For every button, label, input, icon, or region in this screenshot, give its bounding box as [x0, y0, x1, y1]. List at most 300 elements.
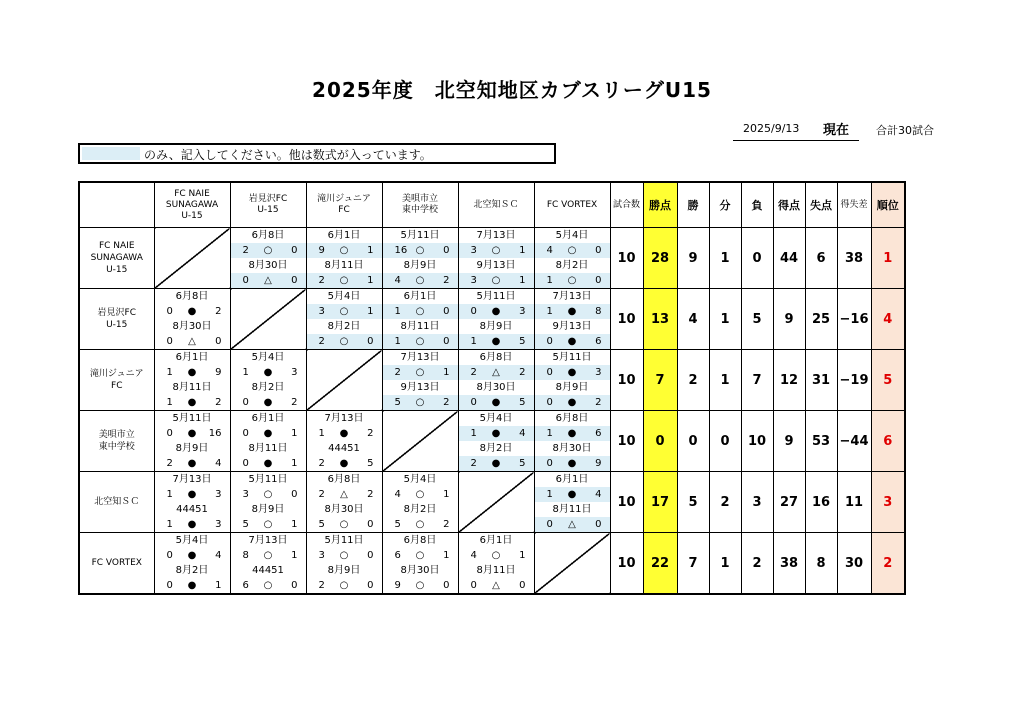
- match-lines: [231, 350, 306, 410]
- match-date-text: 8月30日: [476, 382, 516, 393]
- score-home: 2: [166, 458, 173, 469]
- score-home: 3: [470, 275, 477, 286]
- result-mark: △: [264, 275, 272, 286]
- stat-gf: 44: [773, 228, 805, 289]
- result-mark: ○: [263, 489, 273, 500]
- stat-gf: 9: [773, 289, 805, 350]
- score-line: [307, 517, 382, 532]
- match-lines: [231, 411, 306, 471]
- score-home: 2: [318, 489, 325, 500]
- score-away: 4: [519, 428, 526, 439]
- result-mark: △: [568, 519, 576, 530]
- result-mark: ●: [567, 397, 577, 408]
- score-input[interactable]: [383, 304, 458, 319]
- team-name: 北空知ＳＣ: [79, 472, 154, 533]
- result-mark: ○: [415, 336, 425, 347]
- result-mark: ○: [263, 245, 273, 256]
- score-home: 0: [166, 428, 173, 439]
- match-lines: [535, 289, 610, 349]
- page-title: 2025年度 北空知地区カブスリーグU15: [312, 78, 712, 102]
- result-mark: ●: [263, 428, 273, 439]
- result-mark: ○: [339, 306, 349, 317]
- stat-gd: 38: [837, 228, 871, 289]
- score-away: 0: [367, 580, 374, 591]
- score-line: [155, 426, 230, 441]
- stat-win: 4: [677, 289, 709, 350]
- header-gf: 得点: [773, 182, 805, 228]
- score-home: 1: [546, 275, 553, 286]
- score-away: 2: [443, 397, 450, 408]
- score-line: [155, 304, 230, 319]
- score-home: 1: [166, 519, 173, 530]
- stat-gd: −44: [837, 411, 871, 472]
- result-mark: ●: [187, 428, 197, 439]
- match-date: [383, 533, 458, 548]
- score-away: 0: [595, 519, 602, 530]
- score-input[interactable]: [307, 304, 382, 319]
- score-input[interactable]: [459, 395, 534, 410]
- result-mark: ●: [187, 580, 197, 591]
- score-away: 0: [443, 580, 450, 591]
- score-line: [459, 548, 534, 563]
- score-home: 2: [318, 336, 325, 347]
- match-cell: [382, 350, 458, 411]
- score-input[interactable]: [383, 334, 458, 349]
- score-away: 1: [291, 519, 298, 530]
- stat-rank: 2: [871, 533, 905, 595]
- stat-ga: 25: [805, 289, 837, 350]
- score-away: 0: [291, 489, 298, 500]
- stat-loss: 5: [741, 289, 773, 350]
- score-away: 6: [595, 336, 602, 347]
- match-date-text: 8月11日: [248, 443, 288, 454]
- score-home: 2: [318, 458, 325, 469]
- score-away: 3: [519, 306, 526, 317]
- match-date: [155, 533, 230, 548]
- score-input[interactable]: [383, 273, 458, 288]
- score-away: 1: [519, 275, 526, 286]
- score-input[interactable]: [307, 243, 382, 258]
- match-date-text: 8月2日: [403, 504, 437, 515]
- result-mark: ●: [567, 336, 577, 347]
- match-date: [155, 472, 230, 487]
- score-away: 1: [367, 306, 374, 317]
- score-input[interactable]: [535, 517, 610, 532]
- score-away: 16: [208, 428, 222, 439]
- stat-draw: 0: [709, 411, 741, 472]
- match-cell: [382, 289, 458, 350]
- score-input[interactable]: [459, 304, 534, 319]
- score-line: [155, 395, 230, 410]
- match-date: [459, 563, 534, 578]
- match-cell: [230, 228, 306, 289]
- match-lines: [307, 289, 382, 349]
- result-mark: ○: [339, 245, 349, 256]
- match-cell: [154, 411, 230, 472]
- match-date: [307, 319, 382, 334]
- match-date-text: 8月2日: [175, 565, 209, 576]
- score-home: 2: [470, 458, 477, 469]
- score-home: 5: [318, 519, 325, 530]
- score-line: [155, 365, 230, 380]
- match-date: [535, 502, 610, 517]
- match-date: [155, 289, 230, 304]
- score-away: 1: [443, 489, 450, 500]
- score-away: 1: [367, 275, 374, 286]
- stat-win: 0: [677, 411, 709, 472]
- match-date-text: 5月11日: [324, 535, 364, 546]
- score-input[interactable]: [535, 243, 610, 258]
- score-home: 9: [318, 245, 325, 256]
- match-cell: [534, 472, 610, 533]
- score-away: 2: [443, 275, 450, 286]
- result-mark: ○: [491, 245, 501, 256]
- stat-win: 2: [677, 350, 709, 411]
- score-away: 0: [519, 580, 526, 591]
- score-input[interactable]: [535, 334, 610, 349]
- stat-gd: 11: [837, 472, 871, 533]
- match-date-text: 6月8日: [251, 230, 285, 241]
- result-mark: ●: [491, 336, 501, 347]
- stat-points: 17: [643, 472, 677, 533]
- score-input[interactable]: [535, 395, 610, 410]
- match-date-text: 7月13日: [476, 230, 516, 241]
- stat-ga: 6: [805, 228, 837, 289]
- stat-points: 7: [643, 350, 677, 411]
- stat-win: 9: [677, 228, 709, 289]
- score-input[interactable]: [231, 243, 306, 258]
- score-line: [231, 517, 306, 532]
- result-mark: ●: [339, 458, 349, 469]
- match-date: [155, 319, 230, 334]
- stat-points: 28: [643, 228, 677, 289]
- match-date: [231, 350, 306, 365]
- score-home: 4: [546, 245, 553, 256]
- stat-draw: 1: [709, 533, 741, 595]
- match-date: [535, 411, 610, 426]
- team-row: [79, 533, 905, 595]
- stat-draw: 2: [709, 472, 741, 533]
- result-mark: △: [492, 580, 500, 591]
- stat-loss: 7: [741, 350, 773, 411]
- match-date-text: 9月13日: [476, 260, 516, 271]
- score-input[interactable]: [535, 304, 610, 319]
- score-home: 3: [242, 489, 249, 500]
- result-mark: ○: [263, 519, 273, 530]
- match-date: [535, 228, 610, 243]
- result-mark: ●: [567, 428, 577, 439]
- result-mark: ○: [263, 550, 273, 561]
- match-cell: [154, 533, 230, 595]
- match-date-text: 7月13日: [248, 535, 288, 546]
- stat-points: 0: [643, 411, 677, 472]
- match-cell: [458, 533, 534, 595]
- score-input[interactable]: [383, 395, 458, 410]
- match-cell: [154, 350, 230, 411]
- stat-games: 10: [610, 350, 643, 411]
- match-cell: [382, 533, 458, 595]
- stat-gf: 27: [773, 472, 805, 533]
- score-input[interactable]: [231, 273, 306, 288]
- stat-win: 5: [677, 472, 709, 533]
- score-line: [231, 365, 306, 380]
- score-home: 4: [394, 275, 401, 286]
- score-line: [307, 548, 382, 563]
- score-input[interactable]: [459, 243, 534, 258]
- score-away: 4: [595, 489, 602, 500]
- score-away: 2: [367, 489, 374, 500]
- header-games: 試合数: [610, 182, 643, 228]
- score-away: 2: [291, 397, 298, 408]
- match-date-text: 8月9日: [555, 382, 589, 393]
- stat-win: 7: [677, 533, 709, 595]
- score-input[interactable]: [459, 334, 534, 349]
- match-date: [155, 563, 230, 578]
- score-home: 0: [166, 306, 173, 317]
- match-date-text: 5月11日: [248, 474, 288, 485]
- score-input[interactable]: [307, 273, 382, 288]
- score-away: 1: [519, 245, 526, 256]
- header-gd: 得失差: [837, 182, 871, 228]
- diagonal-cell: [306, 350, 382, 411]
- score-input[interactable]: [459, 273, 534, 288]
- score-line: [307, 487, 382, 502]
- score-line: [155, 334, 230, 349]
- match-cell: [382, 472, 458, 533]
- match-date: [155, 350, 230, 365]
- stat-rank: 4: [871, 289, 905, 350]
- score-away: 0: [291, 580, 298, 591]
- score-home: 0: [470, 397, 477, 408]
- match-lines: [307, 472, 382, 532]
- match-cell: [230, 472, 306, 533]
- score-input[interactable]: [535, 456, 610, 471]
- score-home: 6: [242, 580, 249, 591]
- score-home: 3: [470, 245, 477, 256]
- match-date: [535, 289, 610, 304]
- result-mark: ○: [415, 245, 425, 256]
- match-date-text: 7月13日: [324, 413, 364, 424]
- match-lines: [231, 533, 306, 593]
- header-ga: 失点: [805, 182, 837, 228]
- stat-gf: 38: [773, 533, 805, 595]
- score-home: 0: [546, 519, 553, 530]
- match-lines: [155, 350, 230, 410]
- score-input[interactable]: [535, 426, 610, 441]
- match-date-text: 8月30日: [552, 443, 592, 454]
- score-home: 3: [318, 550, 325, 561]
- score-input[interactable]: [459, 365, 534, 380]
- score-line: [155, 487, 230, 502]
- result-mark: ●: [263, 397, 273, 408]
- score-input[interactable]: [383, 243, 458, 258]
- header-team-2: 岩見沢FC U-15: [230, 182, 306, 228]
- match-cell: [458, 350, 534, 411]
- result-mark: ●: [187, 519, 197, 530]
- match-cell: [154, 472, 230, 533]
- score-input[interactable]: [307, 334, 382, 349]
- match-date-text: 8月2日: [327, 321, 361, 332]
- match-date: [459, 533, 534, 548]
- score-home: 2: [318, 275, 325, 286]
- score-away: 2: [595, 397, 602, 408]
- match-date-text: 8月11日: [172, 382, 212, 393]
- score-home: 5: [394, 397, 401, 408]
- stat-gf: 9: [773, 411, 805, 472]
- score-input[interactable]: [535, 487, 610, 502]
- result-mark: ○: [415, 306, 425, 317]
- match-cell: [382, 228, 458, 289]
- match-cell: [458, 411, 534, 472]
- result-mark: ○: [415, 367, 425, 378]
- result-mark: ○: [567, 245, 577, 256]
- match-date-text: 6月8日: [175, 291, 209, 302]
- match-lines: [459, 350, 534, 410]
- current-date: 2025/9/13: [743, 122, 800, 135]
- match-date: [383, 350, 458, 365]
- result-mark: ●: [491, 397, 501, 408]
- header-team-4: 美唄市立 東中学校: [382, 182, 458, 228]
- team-name: FC VORTEX: [79, 533, 154, 595]
- result-mark: △: [340, 489, 348, 500]
- match-date-text: 5月11日: [400, 230, 440, 241]
- match-date-text: 44451: [252, 565, 284, 576]
- match-date: [307, 258, 382, 273]
- header-points: 勝点: [643, 182, 677, 228]
- match-date-text: 8月11日: [400, 321, 440, 332]
- match-lines: [459, 533, 534, 593]
- stat-games: 10: [610, 533, 643, 595]
- score-input[interactable]: [383, 365, 458, 380]
- input-note: [78, 143, 556, 164]
- score-home: 4: [394, 489, 401, 500]
- header-loss: 負: [741, 182, 773, 228]
- score-line: [231, 578, 306, 593]
- match-lines: [155, 289, 230, 349]
- stat-points: 22: [643, 533, 677, 595]
- score-away: 0: [595, 245, 602, 256]
- match-lines: [307, 411, 382, 471]
- match-lines: [155, 411, 230, 471]
- score-line: [155, 578, 230, 593]
- result-mark: ●: [187, 550, 197, 561]
- score-line: [383, 548, 458, 563]
- match-date-text: 6月1日: [555, 474, 589, 485]
- match-date-text: 44451: [176, 504, 208, 515]
- team-row: [79, 289, 905, 350]
- diagonal-cell: [230, 289, 306, 350]
- match-cell: [306, 228, 382, 289]
- score-away: 2: [215, 306, 222, 317]
- stat-games: 10: [610, 411, 643, 472]
- match-date-text: 5月11日: [552, 352, 592, 363]
- score-line: [231, 395, 306, 410]
- match-date-text: 6月1日: [403, 291, 437, 302]
- match-date: [459, 350, 534, 365]
- match-date-text: 8月11日: [476, 565, 516, 576]
- score-line: [307, 456, 382, 471]
- score-home: 1: [166, 489, 173, 500]
- result-mark: ●: [491, 428, 501, 439]
- score-away: 4: [215, 550, 222, 561]
- diagonal-cell: [154, 228, 230, 289]
- score-input[interactable]: [459, 426, 534, 441]
- match-date: [307, 502, 382, 517]
- stat-loss: 10: [741, 411, 773, 472]
- score-input[interactable]: [535, 365, 610, 380]
- stat-rank: 5: [871, 350, 905, 411]
- score-away: 5: [367, 458, 374, 469]
- match-date: [231, 441, 306, 456]
- stat-ga: 31: [805, 350, 837, 411]
- score-input[interactable]: [535, 273, 610, 288]
- diagonal-cell: [534, 533, 610, 595]
- score-input[interactable]: [459, 456, 534, 471]
- header-team-3: 滝川ジュニア FC: [306, 182, 382, 228]
- score-line: [155, 548, 230, 563]
- score-home: 0: [470, 580, 477, 591]
- now-label: 現在: [823, 123, 850, 138]
- match-date-text: 6月8日: [403, 535, 437, 546]
- result-mark: ●: [187, 489, 197, 500]
- match-date-text: 8月2日: [479, 443, 513, 454]
- match-date-text: 8月9日: [403, 260, 437, 271]
- match-lines: [231, 472, 306, 532]
- result-mark: ●: [567, 489, 577, 500]
- match-lines: [307, 533, 382, 593]
- stat-games: 10: [610, 228, 643, 289]
- match-date: [383, 319, 458, 334]
- score-home: 1: [394, 306, 401, 317]
- result-mark: △: [188, 336, 196, 347]
- score-home: 1: [166, 397, 173, 408]
- score-away: 1: [291, 458, 298, 469]
- score-line: [231, 426, 306, 441]
- match-date-text: 5月11日: [172, 413, 212, 424]
- stat-ga: 16: [805, 472, 837, 533]
- result-mark: ○: [415, 550, 425, 561]
- match-date: [383, 472, 458, 487]
- score-away: 0: [595, 275, 602, 286]
- match-cell: [230, 350, 306, 411]
- match-date-text: 6月1日: [327, 230, 361, 241]
- match-cell: [154, 289, 230, 350]
- score-home: 0: [242, 428, 249, 439]
- match-cell: [230, 411, 306, 472]
- header-draw: 分: [709, 182, 741, 228]
- score-line: [155, 456, 230, 471]
- match-date: [307, 228, 382, 243]
- match-date: [459, 380, 534, 395]
- team-row: [79, 472, 905, 533]
- score-away: 0: [291, 275, 298, 286]
- header-team-6: FC VORTEX: [534, 182, 610, 228]
- stat-gd: −19: [837, 350, 871, 411]
- match-date: [535, 350, 610, 365]
- score-away: 0: [443, 336, 450, 347]
- score-away: 0: [443, 245, 450, 256]
- match-cell: [534, 228, 610, 289]
- diagonal-cell: [382, 411, 458, 472]
- stat-draw: 1: [709, 289, 741, 350]
- stat-games: 10: [610, 472, 643, 533]
- score-home: 0: [546, 397, 553, 408]
- match-date: [459, 411, 534, 426]
- score-line: [459, 578, 534, 593]
- match-lines: [155, 472, 230, 532]
- result-mark: ○: [339, 519, 349, 530]
- match-date: [231, 533, 306, 548]
